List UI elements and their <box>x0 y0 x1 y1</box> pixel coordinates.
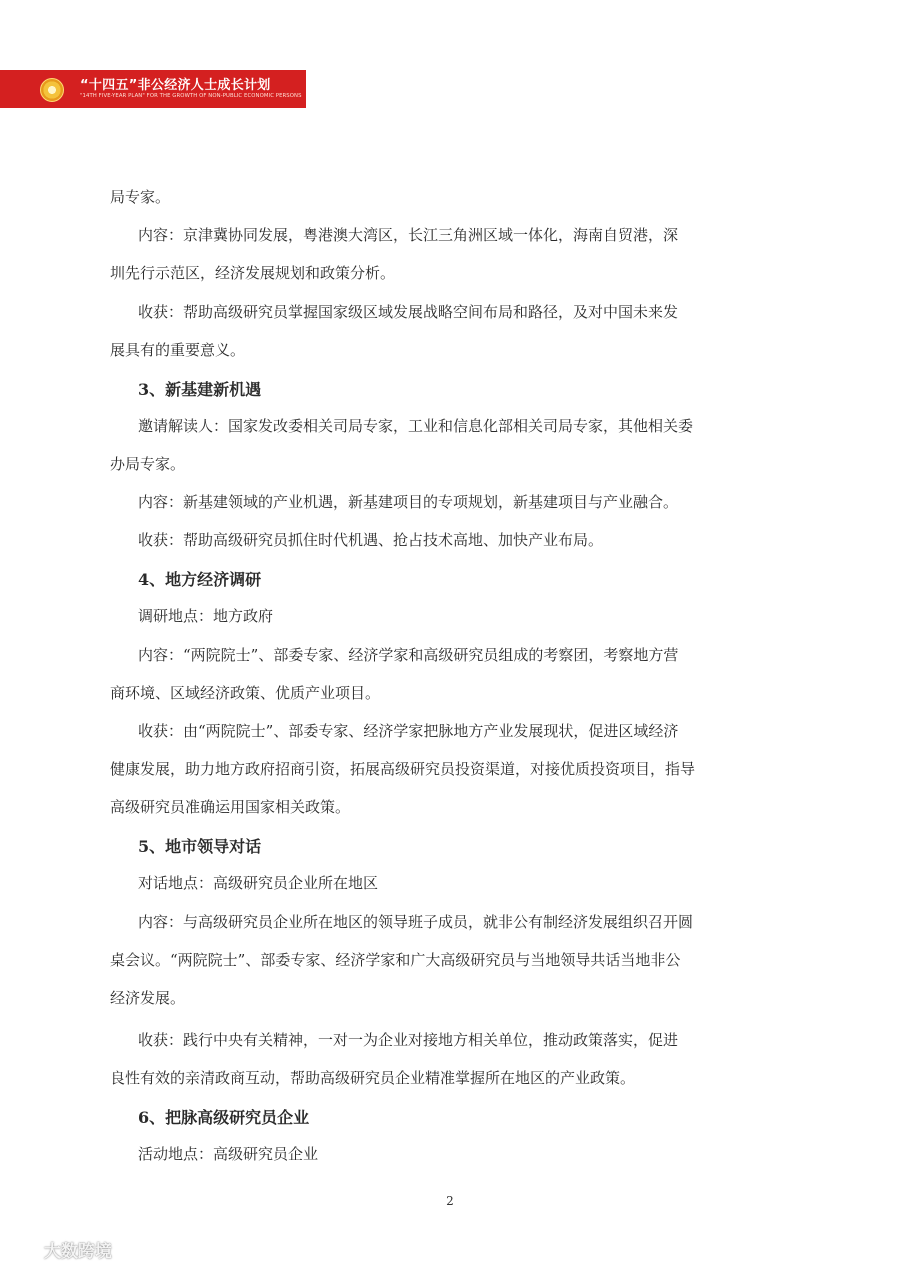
section-heading-4: 4、地方经济调研 <box>138 570 262 589</box>
chat-bubble-icon <box>6 1242 36 1262</box>
text-line: 良性有效的亲清政商互动，帮助高级研究员企业精准掌握所在地区的产业政策。 <box>110 1069 636 1087</box>
text-line: 内容：京津冀协同发展，粤港澳大湾区，长江三角洲区域一体化，海南自贸港，深 <box>138 226 679 244</box>
section-heading-6: 6、把脉高级研究员企业 <box>138 1108 310 1127</box>
text-line: 邀请解读人：国家发改委相关司局专家，工业和信息化部相关司局专家，其他相关委 <box>138 417 694 435</box>
text-line: 内容：“两院院士”、部委专家、经济学家和高级研究员组成的考察团，考察地方营 <box>138 646 679 664</box>
text-line: 局专家。 <box>110 188 171 206</box>
text-line: 收获：践行中央有关精神，一对一为企业对接地方相关单位，推动政策落实，促进 <box>138 1031 679 1049</box>
text-line: 经济发展。 <box>110 989 186 1007</box>
header-banner <box>0 70 306 108</box>
text-line: 商环境、区域经济政策、优质产业项目。 <box>110 684 381 702</box>
text-line: 高级研究员准确运用国家相关政策。 <box>110 798 351 816</box>
page-number: 2 <box>446 1194 454 1208</box>
banner-title: “十四五”非公经济人士成长计划 <box>80 78 271 93</box>
text-line: 圳先行示范区，经济发展规划和政策分析。 <box>110 264 396 282</box>
text-line: 活动地点：高级研究员企业 <box>138 1145 319 1163</box>
text-line: 内容：与高级研究员企业所在地区的领导班子成员，就非公有制经济发展组织召开圆 <box>138 913 694 931</box>
section-heading-5: 5、地市领导对话 <box>138 837 262 856</box>
text-line: 内容：新基建领域的产业机遇，新基建项目的专项规划，新基建项目与产业融合。 <box>138 493 679 511</box>
text-line: 收获：帮助高级研究员抓住时代机遇、抢占技术高地、加快产业布局。 <box>138 531 604 549</box>
banner-subtitle: "14TH FIVE-YEAR PLAN" FOR THE GROWTH OF NON-PUBLIC ECONOMIC PERSONS <box>80 93 302 99</box>
watermark <box>6 1237 112 1261</box>
watermark-text: 大数跨境 <box>43 1242 112 1262</box>
text-line: 健康发展，助力地方政府招商引资，拓展高级研究员投资渠道，对接优质投资项目，指导 <box>110 760 696 778</box>
text-line: 调研地点：地方政府 <box>138 607 274 625</box>
text-line: 桌会议。“两院院士”、部委专家、经济学家和广大高级研究员与当地领导共话当地非公 <box>110 951 681 969</box>
section-heading-3: 3、新基建新机遇 <box>138 380 262 399</box>
text-line: 收获：帮助高级研究员掌握国家级区域发展战略空间布局和路径，及对中国未来发 <box>138 303 679 321</box>
text-line: 收获：由“两院院士”、部委专家、经济学家把脉地方产业发展现状，促进区域经济 <box>138 722 679 740</box>
text-line: 对话地点：高级研究员企业所在地区 <box>138 874 379 892</box>
text-line: 展具有的重要意义。 <box>110 341 246 359</box>
emblem-icon <box>40 78 64 102</box>
text-line: 办局专家。 <box>110 455 186 473</box>
